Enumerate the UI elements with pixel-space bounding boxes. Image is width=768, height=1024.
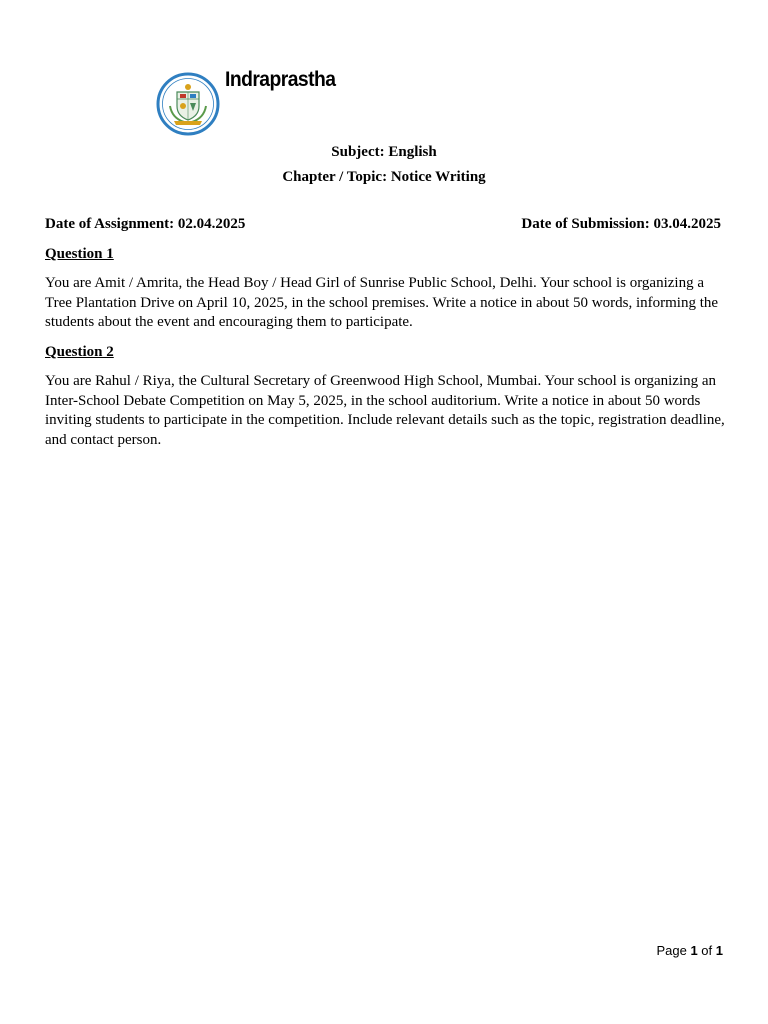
school-crest-icon — [156, 72, 220, 136]
school-name: Indraprastha — [225, 68, 336, 91]
chapter-topic-line: Chapter / Topic: Notice Writing — [282, 169, 486, 185]
question-1-heading: Question 1 — [45, 246, 114, 262]
question-2-text: You are Rahul / Riya, the Cultural Secretary of Greenwood High School, Mumbai. Your school is organizing an Inter-School Debate Competition on May 5, 2025, in the school auditorium. Write a notice in about 50 words inviting students to participate in the competition. Include relevant details such as the topic, registration deadline, and contact person. — [45, 373, 725, 448]
current-page-number: 1 — [690, 943, 698, 958]
total-pages-number: 1 — [715, 943, 723, 958]
date-of-submission: Date of Submission: 03.04.2025 — [521, 216, 721, 232]
page-number-footer — [656, 943, 723, 959]
dates-row — [45, 215, 721, 233]
question-2-heading: Question 2 — [45, 344, 114, 360]
question-1-text: You are Amit / Amrita, the Head Boy / Head Girl of Sunrise Public School, Delhi. Your school is organizing a Tree Plantation Drive on April 10, 2025, in the school premises. Write a notice in about 50 words, informing the students about the event and encouraging them to participate. — [45, 275, 719, 330]
of-word: of — [701, 943, 713, 958]
page-word: Page — [656, 943, 687, 958]
date-of-assignment: Date of Assignment: 02.04.2025 — [45, 216, 246, 232]
subject-line: Subject: English — [331, 144, 437, 160]
